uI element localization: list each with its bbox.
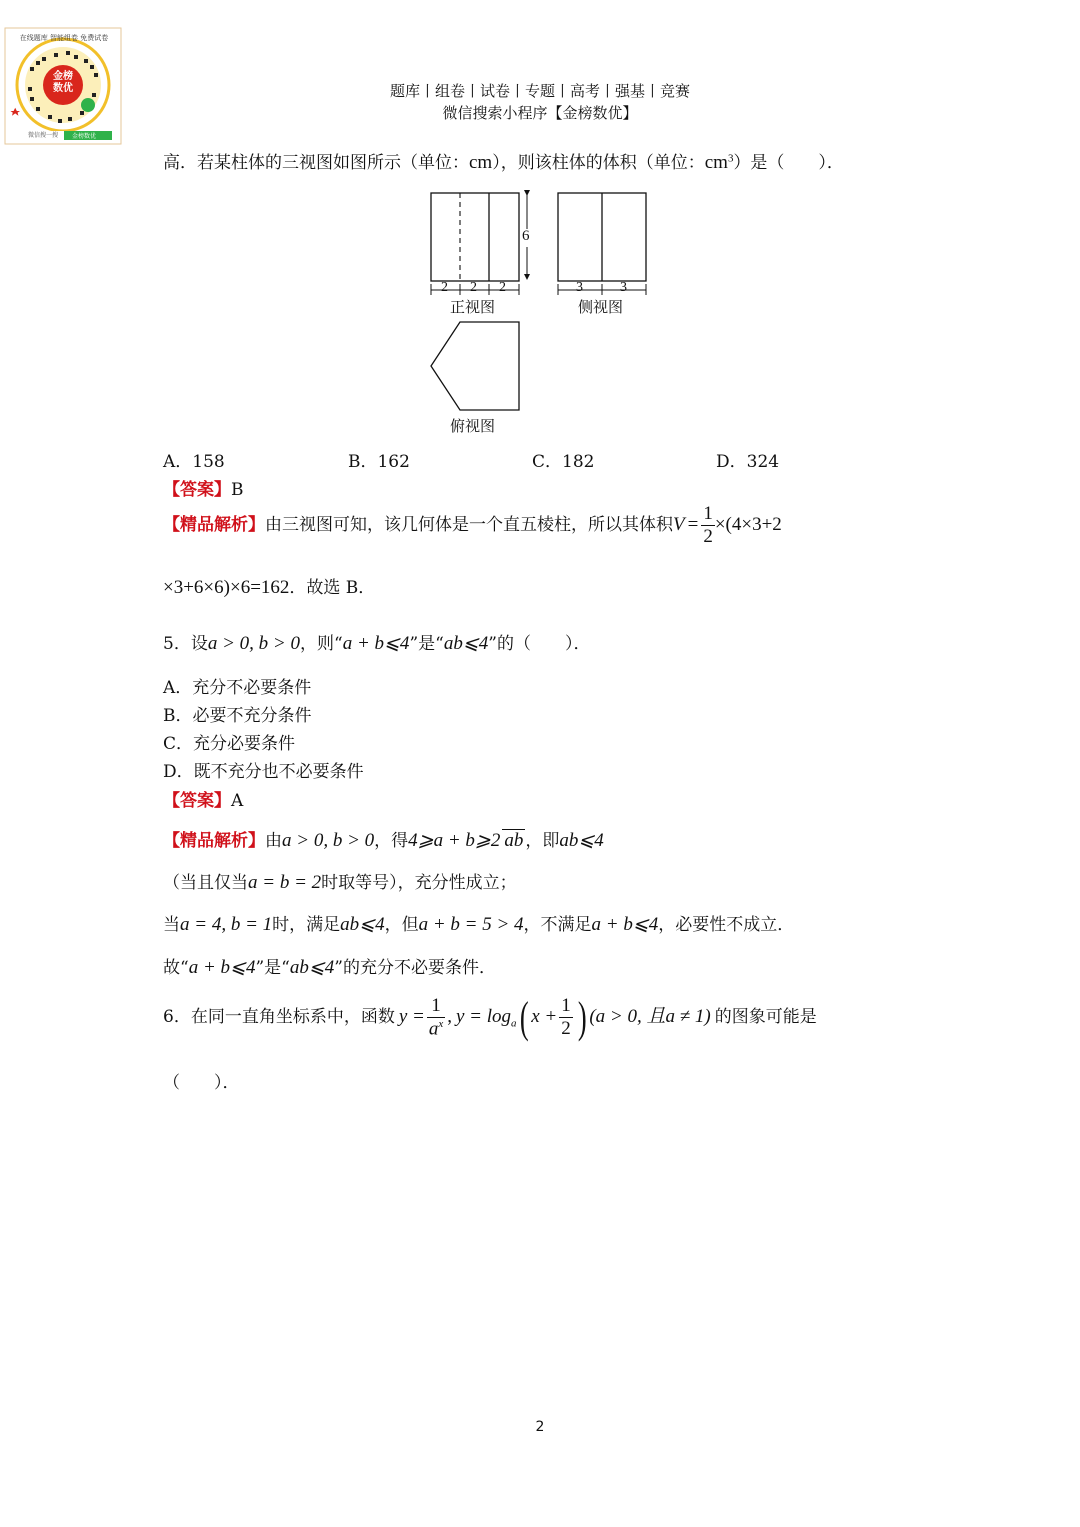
q5-option-c: C．充分必要条件 bbox=[163, 734, 296, 754]
q5-a1-c: ，即 bbox=[525, 831, 560, 851]
logo-name-line2: 数优 bbox=[53, 83, 73, 94]
q5-a1-sqrt: ab bbox=[504, 830, 524, 851]
q5-option-d: D．既不充分也不必要条件 bbox=[163, 762, 364, 782]
q5-a3-f: ，不满足 bbox=[523, 915, 592, 935]
q5-analysis-line1 bbox=[163, 826, 604, 852]
q5-answer bbox=[163, 786, 243, 811]
q4-unit-cm: cm bbox=[469, 152, 493, 173]
q5-a3-b: 时，满足 bbox=[272, 915, 341, 935]
q5-a4-q: ab⩽4 bbox=[289, 957, 335, 978]
q4-analysis-b: ×(4×3+2 bbox=[714, 513, 782, 535]
q5-a1-a: 由 bbox=[265, 831, 282, 851]
q4-stem-a: 高．若某柱体的三视图如图所示（单位： bbox=[163, 153, 469, 173]
q5-a2-a: （当且仅当 bbox=[163, 873, 248, 893]
q6-frac-half bbox=[559, 995, 573, 1040]
q5-option-a: A．充分不必要条件 bbox=[163, 678, 312, 698]
header-nav: 题库丨组卷丨试卷丨专题丨高考丨强基丨竞赛 bbox=[389, 82, 690, 100]
q4-analysis-tag: 【精品解析】 bbox=[163, 514, 265, 535]
q5-analysis-line2 bbox=[163, 868, 517, 894]
side-view-label: 侧视图 bbox=[578, 298, 624, 316]
page-number: 2 bbox=[535, 1419, 545, 1435]
q4-stem-c: ）是（ ）． bbox=[733, 153, 844, 173]
q4-option-c: C．182 bbox=[532, 452, 595, 472]
logo-ring-text: 在线题库 智能组卷 免费试卷 bbox=[19, 34, 109, 42]
q5-stem-d: ”的（ ）． bbox=[488, 634, 591, 654]
q4-unit-cm3: cm bbox=[704, 152, 728, 173]
q5-p: a + b⩽4 bbox=[342, 633, 410, 654]
q5-stem-b: ，则“ bbox=[299, 634, 343, 654]
side-dim-1: 3 bbox=[576, 280, 583, 295]
front-dim-3: 2 bbox=[499, 280, 506, 295]
front-dim-1: 2 bbox=[441, 280, 448, 295]
q4-answer-value: B bbox=[231, 480, 244, 500]
q5-analysis-line3 bbox=[163, 910, 794, 936]
q5-a1-b: ，得 bbox=[374, 831, 409, 851]
q4-half-fraction bbox=[701, 503, 715, 548]
top-view-label: 俯视图 bbox=[450, 417, 496, 435]
q4-option-a: A．158 bbox=[163, 452, 225, 472]
logo-name-line1: 金榜 bbox=[53, 71, 73, 82]
q5-a3-d: ，但 bbox=[384, 915, 419, 935]
q5-analysis-line4 bbox=[163, 953, 496, 979]
q4-stem bbox=[163, 148, 844, 174]
q6-stem: 6．在同一直角坐标系中，函数 y = $\frac{1}{a^x}$ , $y = \log_a$( x + $\frac{1}{2}$ ) (a > 0, 且a ≠ 1) 的图象可能是 bbox=[163, 993, 817, 1042]
q6-h-den: 2 bbox=[561, 1018, 571, 1039]
q4-var-v: V bbox=[673, 513, 685, 535]
q4-answer bbox=[163, 475, 244, 500]
q5-stem-c: ”是“ bbox=[409, 634, 444, 654]
q5-a4-c: ”的充分不必要条件． bbox=[334, 958, 496, 978]
side-dim-2: 3 bbox=[620, 280, 627, 295]
q5-a4-p: a + b⩽4 bbox=[188, 957, 256, 978]
q4-stem-b: ），则该柱体的体积（单位： bbox=[492, 153, 705, 173]
q5-a3-val: a = 4, b = 1 bbox=[180, 914, 273, 935]
q5-a3-c: ab⩽4 bbox=[340, 914, 385, 935]
q5-a3-h: ，必要性不成立． bbox=[658, 915, 795, 935]
front-view-label: 正视图 bbox=[450, 298, 496, 316]
q5-a2-eq: a = b = 2 bbox=[248, 872, 322, 893]
logo-scan-text: 微信搜一搜 bbox=[28, 132, 59, 139]
q5-a1-res: ab⩽4 bbox=[559, 830, 604, 851]
fig-height-label: 6 bbox=[522, 228, 530, 244]
logo-search-text: 金榜数优 bbox=[72, 133, 97, 140]
q5-a3-e: a + b = 5 > 4 bbox=[418, 914, 524, 935]
q4-analysis-a: 由三视图可知，该几何体是一个直五棱柱，所以其体积 bbox=[265, 514, 673, 535]
q5-a1-ineq: 4⩾a + b⩾2 bbox=[408, 830, 501, 851]
q6-cond: (a > 0, 且a ≠ 1) bbox=[589, 1006, 711, 1027]
q4-analysis-c: ×3+6×6)×6=162 bbox=[163, 577, 290, 598]
q6-comma: , bbox=[447, 1006, 452, 1027]
q6-f-den: a bbox=[428, 1018, 439, 1040]
q5-stem bbox=[163, 629, 590, 655]
q5-stem-num: 5．设 bbox=[163, 634, 208, 654]
q5-a4-a: 故“ bbox=[163, 958, 189, 978]
q6-paren: （ ）． bbox=[163, 1073, 240, 1093]
q6-y2: y = log bbox=[455, 1006, 512, 1027]
q5-a3-a: 当 bbox=[163, 915, 180, 935]
top-view bbox=[431, 322, 519, 410]
q6-f-exp: x bbox=[438, 1017, 444, 1030]
q6-h-num: 1 bbox=[561, 995, 571, 1017]
q4-half-num: 1 bbox=[703, 503, 713, 524]
q4-analysis-line2 bbox=[163, 573, 375, 599]
header-mini-program: 微信搜索小程序【金榜数优】 bbox=[442, 104, 638, 122]
q5-a1-cond: a > 0, b > 0 bbox=[282, 830, 375, 851]
q4-option-b: B．162 bbox=[348, 452, 410, 472]
q4-answer-tag: 【答案】 bbox=[163, 480, 231, 500]
q6-stem-b: 的图象可能是 bbox=[714, 1007, 817, 1027]
q6-y1: y = bbox=[398, 1006, 425, 1027]
q5-analysis-tag: 【精品解析】 bbox=[163, 831, 265, 851]
q5-cond: a > 0, b > 0 bbox=[207, 633, 300, 654]
q4-analysis-d: ．故选 B． bbox=[289, 578, 376, 598]
front-dim-2: 2 bbox=[470, 280, 477, 295]
q4-half-den: 2 bbox=[703, 525, 713, 547]
q4-option-d: D．324 bbox=[716, 452, 780, 472]
q4-unit-exp: 3 bbox=[727, 152, 734, 165]
q5-q: ab⩽4 bbox=[443, 633, 489, 654]
q4-eq: = bbox=[687, 513, 699, 535]
q6-frac-1-over-ax bbox=[427, 995, 445, 1040]
q5-a4-b: ”是“ bbox=[255, 958, 290, 978]
q6-base: a bbox=[511, 1017, 517, 1030]
q6-x-plus: x + bbox=[531, 1006, 558, 1027]
q5-a2-b: 时取等号），充分性成立； bbox=[321, 873, 517, 893]
q6-f-num: 1 bbox=[427, 995, 445, 1018]
q5-answer-value: A bbox=[231, 791, 244, 811]
q6-stem-a: 6．在同一直角坐标系中，函数 bbox=[163, 1007, 395, 1027]
q4-analysis-line1 bbox=[163, 503, 782, 548]
q5-answer-tag: 【答案】 bbox=[163, 791, 231, 811]
q5-option-b: B．必要不充分条件 bbox=[163, 706, 312, 726]
q5-a3-g: a + b⩽4 bbox=[591, 914, 659, 935]
front-view bbox=[431, 193, 519, 281]
